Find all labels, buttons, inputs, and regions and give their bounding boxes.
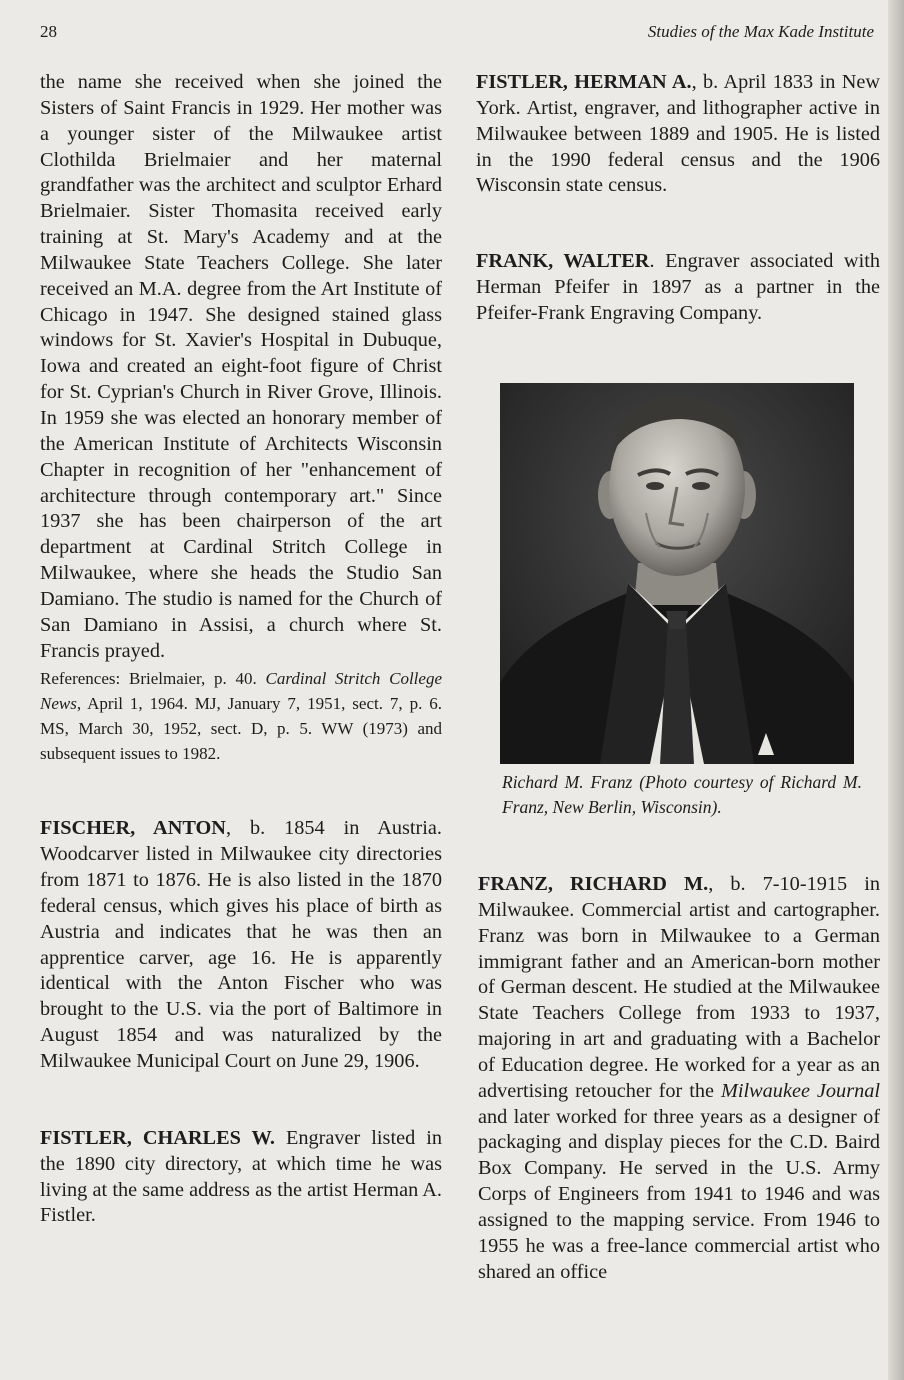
entry-text: , b. April 1833 in New York. Artist, engraver, and lithographer active in Milwaukee between 1889 and 1905. He is listed in the 1990 federal census and the 1906 Wisconsin state census.	[476, 71, 880, 197]
page-edge-shadow	[888, 0, 904, 1380]
references	[40, 666, 442, 766]
entry-text: , b. 1854 in Austria. Woodcarver listed in Milwaukee city directories from 1871 to 1876. He is also listed in the 1870 federal census, which gives his place of birth as Austria and indicates that he was then an apprentice carver, age 16. He is apparently identical with the Anton Fischer who was brought to the U.S. via the port of Baltimore in August 1854 and was naturalized by the Milwaukee Municipal Court on June 29, 1906.	[40, 817, 442, 1072]
entry-text: . Engraver associated with Herman Pfeifer in 1897 as a partner in the Pfeifer-Frank Engraving Company.	[476, 250, 880, 324]
entry-text: , b. 7-10-1915 in Milwaukee. Commercial artist and cartographer. Franz was born in Milwaukee to a German immigrant father and an American-born mother of German descent. He studied at the Milwaukee State Teachers College from 1933 to 1937, majoring in art and graduating with a Bachelor of Education degree. He worked for a year as an advertising retoucher for the	[478, 873, 880, 1102]
entry-fischer-anton	[40, 816, 442, 1074]
photo-caption: Richard M. Franz (Photo courtesy of Richard M. Franz, New Berlin, Wisconsin).	[502, 772, 862, 817]
entry-headword: FISTLER, HERMAN A.	[476, 71, 692, 93]
running-title: Studies of the Max Kade Institute	[647, 22, 874, 41]
portrait-illustration	[500, 383, 854, 764]
entry-headword: FISTLER, CHARLES W.	[40, 1126, 275, 1149]
page-number: 28	[40, 22, 57, 41]
left-column	[40, 70, 442, 1229]
right-column-top	[476, 70, 880, 327]
right-column-bottom	[478, 872, 880, 1286]
entry-headword: FISCHER, ANTON	[40, 817, 226, 840]
continued-entry-text: the name she received when she joined the Sisters of Saint Francis in 1929. Her mother was a younger sister of the Milwaukee artist Clothilda Brielmaier and her maternal grandfather was the architect and sculptor Erhard Brielmaier. Sister Thomasita received early training at St. Mary's Academy and at the Milwaukee State Teachers College. She later received an M.A. degree from the Art Institute of Chicago in 1947. She designed stained glass windows for St. Xavier's Hospital in Dubuque, Iowa and created an eight-foot figure of Christ for St. Cyprian's Church in River Grove, Illinois. In 1959 she was elected an honorary member of the American Institute of Architects Wisconsin Chapter in recognition of her "enhancement of architecture through contemporary art." Since 1937 she has been chairperson of the art department at Cardinal Stritch College in Milwaukee, where she heads the Studio San Damiano. The studio is named for the Church of San Damiano in Assisi, a church where St. Francis prayed.	[40, 71, 442, 662]
portrait-photo	[500, 383, 854, 764]
references-label: References: Brielmaier, p. 40.	[40, 669, 257, 689]
entry-franz-richard	[478, 872, 880, 1286]
entry-fistler-charles	[40, 1126, 442, 1229]
references-rest: , April 1, 1964. MJ, January 7, 1951, sect. 7, p. 6. MS, March 30, 1952, sect. D, p. 5. WW (1973) and subsequent issues to 1982.	[40, 694, 442, 764]
entry-text-continued: and later worked for three years as a designer of packaging and display pieces for the C.D. Baird Box Company. He served in the U.S. Army Corps of Engineers from 1941 to 1946 and was assigned to the mapping service. From 1946 to 1955 he was a free-lance commercial artist who shared an office	[478, 1105, 880, 1283]
entry-headword: FRANZ, RICHARD M.	[478, 873, 709, 895]
entry-frank-walter	[476, 249, 880, 327]
references-italic-source: Cardinal Stritch College News	[40, 669, 442, 714]
entry-text: Engraver listed in the 1890 city directory, at which time he was living at the same address as the artist Herman A. Fistler.	[40, 1126, 442, 1227]
entry-headword: FRANK, WALTER	[476, 250, 650, 273]
italic-source: Milwaukee Journal	[720, 1079, 880, 1102]
entry-fistler-herman	[476, 70, 880, 199]
